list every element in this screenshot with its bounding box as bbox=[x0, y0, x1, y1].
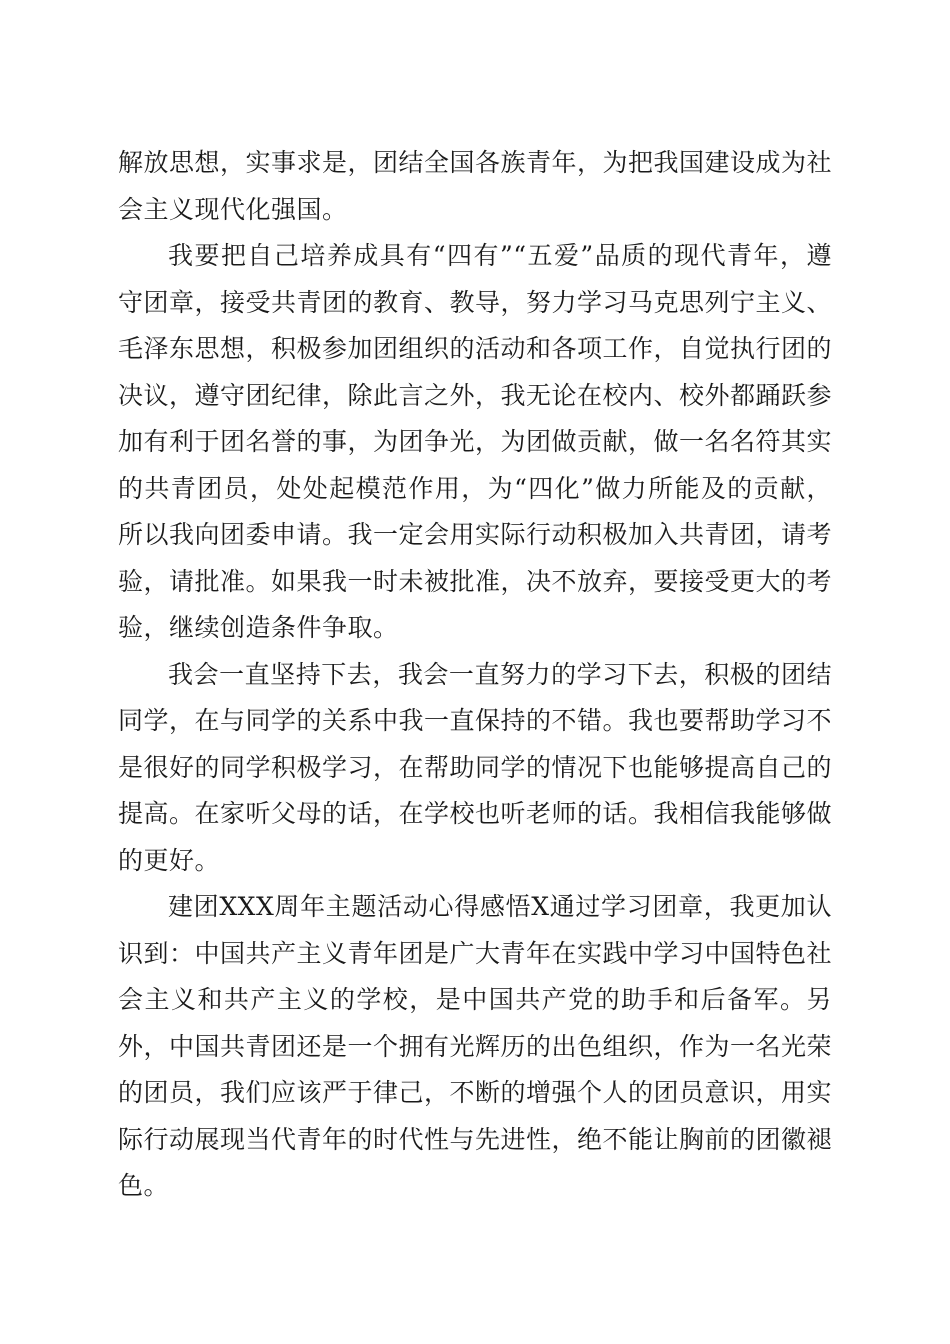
paragraph-continuation: 解放思想，实事求是，团结全国各族青年，为把我国建设成为社会主义现代化强国。 bbox=[118, 148, 833, 224]
paragraph-application: 我要把自己培养成具有“四有”“五爱”品质的现代青年，遵守团章，接受共青团的教育、教导，努力学习马克思列宁主义、毛泽东思想，积极参加团组织的活动和各项工作，自觉执行团的决议，遵守团纪律，除此言之外，我无论在校内、校外都踊跃参加有利于团名誉的事，为团争光，为团做贡献，做一名名符其实的共青团员，处处起模范作用，为“四化”做力所能及的贡献，所以我向团委申请。我一定会用实际行动积极加入共青团，请考验，请批准。如果我一时未被批准，决不放弃，要接受更大的考验，继续创造条件争取。 bbox=[118, 241, 833, 642]
paragraph-reflection: 建团XXX周年主题活动心得感悟X通过学习团章，我更加认识到：中国共产主义青年团是广大青年在实践中学习中国特色社会主义和共产主义的学校，是中国共产党的助手和后备军。另外，中国共青团还是一个拥有光辉历的出色组织，作为一名光荣的团员，我们应该严于律己，不断的增强个人的团员意识，用实际行动展现当代青年的时代性与先进性，绝不能让胸前的团徽褪色。 bbox=[118, 892, 833, 1200]
paragraph-commitment: 我会一直坚持下去，我会一直努力的学习下去，积极的团结同学，在与同学的关系中我一直保持的不错。我也要帮助学习不是很好的同学积极学习，在帮助同学的情况下也能够提高自己的提高。在家听父母的话，在学校也听老师的话。我相信我能够做的更好。 bbox=[118, 659, 833, 875]
document-body bbox=[118, 140, 832, 1210]
